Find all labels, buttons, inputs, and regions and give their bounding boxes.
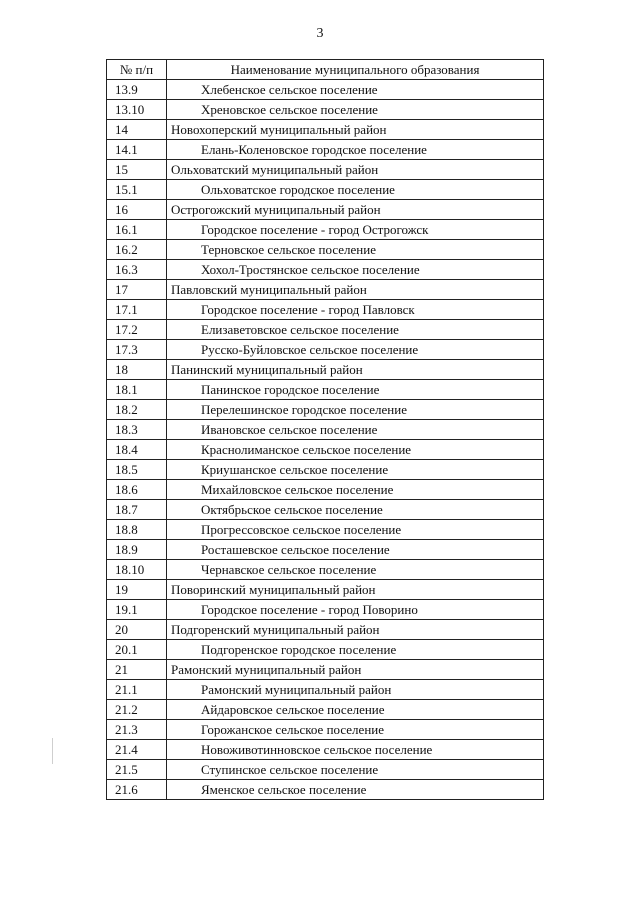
table-row xyxy=(107,180,544,200)
settlement-name: Ивановское сельское поселение xyxy=(167,420,544,440)
settlement-name: Айдаровское сельское поселение xyxy=(167,700,544,720)
settlement-name: Елань-Коленовское городское поселение xyxy=(167,140,544,160)
row-number: 15.1 xyxy=(107,180,167,200)
table-row xyxy=(107,760,544,780)
settlement-name: Панинское городское поселение xyxy=(167,380,544,400)
row-number: 17.2 xyxy=(107,320,167,340)
table-row xyxy=(107,400,544,420)
row-number: 18.4 xyxy=(107,440,167,460)
table-row xyxy=(107,700,544,720)
settlement-name: Городское поселение - город Павловск xyxy=(167,300,544,320)
settlement-name: Перелешинское городское поселение xyxy=(167,400,544,420)
settlement-name: Росташевское сельское поселение xyxy=(167,540,544,560)
scan-margin-mark xyxy=(52,738,53,764)
row-number: 13.9 xyxy=(107,80,167,100)
row-number: 14 xyxy=(107,120,167,140)
row-number: 18 xyxy=(107,360,167,380)
settlement-name: Подгоренское городское поселение xyxy=(167,640,544,660)
row-number: 21.1 xyxy=(107,680,167,700)
table-row xyxy=(107,280,544,300)
district-name: Острогожский муниципальный район xyxy=(167,200,544,220)
row-number: 21.6 xyxy=(107,780,167,800)
settlement-name: Краснолиманское сельское поселение xyxy=(167,440,544,460)
table-row xyxy=(107,100,544,120)
district-name: Поворинский муниципальный район xyxy=(167,580,544,600)
settlement-name: Чернавское сельское поселение xyxy=(167,560,544,580)
table-row xyxy=(107,680,544,700)
settlement-name: Новоживотинновское сельское поселение xyxy=(167,740,544,760)
settlement-name: Октябрьское сельское поселение xyxy=(167,500,544,520)
row-number: 17.1 xyxy=(107,300,167,320)
table-row xyxy=(107,160,544,180)
table-row xyxy=(107,780,544,800)
table-row xyxy=(107,740,544,760)
row-number: 21.3 xyxy=(107,720,167,740)
settlement-name: Горожанское сельское поселение xyxy=(167,720,544,740)
row-number: 19 xyxy=(107,580,167,600)
table-row xyxy=(107,720,544,740)
row-number: 17 xyxy=(107,280,167,300)
row-number: 20.1 xyxy=(107,640,167,660)
settlement-name: Хохол-Тростянское сельское поселение xyxy=(167,260,544,280)
table-row xyxy=(107,580,544,600)
row-number: 18.6 xyxy=(107,480,167,500)
table-row xyxy=(107,660,544,680)
table-row xyxy=(107,540,544,560)
column-header-name: Наименование муниципального образования xyxy=(167,60,544,80)
row-number: 13.10 xyxy=(107,100,167,120)
row-number: 21 xyxy=(107,660,167,680)
row-number: 21.4 xyxy=(107,740,167,760)
table-row xyxy=(107,520,544,540)
table-row xyxy=(107,380,544,400)
row-number: 18.9 xyxy=(107,540,167,560)
table-row xyxy=(107,460,544,480)
row-number: 15 xyxy=(107,160,167,180)
table-row xyxy=(107,620,544,640)
table-body xyxy=(107,80,544,800)
table-row xyxy=(107,120,544,140)
page-number: 3 xyxy=(316,26,324,41)
district-name: Рамонский муниципальный район xyxy=(167,660,544,680)
row-number: 16 xyxy=(107,200,167,220)
table-row xyxy=(107,640,544,660)
row-number: 18.3 xyxy=(107,420,167,440)
table-row xyxy=(107,360,544,380)
district-name: Ольховатский муниципальный район xyxy=(167,160,544,180)
settlement-name: Прогрессовское сельское поселение xyxy=(167,520,544,540)
settlement-name: Городское поселение - город Поворино xyxy=(167,600,544,620)
row-number: 18.10 xyxy=(107,560,167,580)
settlement-name: Городское поселение - город Острогожск xyxy=(167,220,544,240)
settlement-name: Михайловское сельское поселение xyxy=(167,480,544,500)
settlement-name: Криушанское сельское поселение xyxy=(167,460,544,480)
table-row xyxy=(107,560,544,580)
row-number: 18.1 xyxy=(107,380,167,400)
table-row xyxy=(107,300,544,320)
settlement-name: Рамонский муниципальный район xyxy=(167,680,544,700)
district-name: Подгоренский муниципальный район xyxy=(167,620,544,640)
table-row xyxy=(107,480,544,500)
row-number: 18.8 xyxy=(107,520,167,540)
settlement-name: Терновское сельское поселение xyxy=(167,240,544,260)
row-number: 21.2 xyxy=(107,700,167,720)
district-name: Панинский муниципальный район xyxy=(167,360,544,380)
table-row xyxy=(107,140,544,160)
row-number: 18.7 xyxy=(107,500,167,520)
row-number: 14.1 xyxy=(107,140,167,160)
row-number: 18.2 xyxy=(107,400,167,420)
table-row xyxy=(107,200,544,220)
table-row xyxy=(107,260,544,280)
table-row xyxy=(107,340,544,360)
row-number: 17.3 xyxy=(107,340,167,360)
settlement-name: Хреновское сельское поселение xyxy=(167,100,544,120)
municipalities-table xyxy=(106,59,544,800)
row-number: 16.1 xyxy=(107,220,167,240)
row-number: 16.2 xyxy=(107,240,167,260)
row-number: 18.5 xyxy=(107,460,167,480)
row-number: 19.1 xyxy=(107,600,167,620)
row-number: 16.3 xyxy=(107,260,167,280)
table-row xyxy=(107,240,544,260)
settlement-name: Яменское сельское поселение xyxy=(167,780,544,800)
settlement-name: Ольховатское городское поселение xyxy=(167,180,544,200)
table-row xyxy=(107,420,544,440)
row-number: 20 xyxy=(107,620,167,640)
column-header-number: № п/п xyxy=(107,60,167,80)
district-name: Павловский муниципальный район xyxy=(167,280,544,300)
settlement-name: Русско-Буйловское сельское поселение xyxy=(167,340,544,360)
table-row xyxy=(107,440,544,460)
table-row xyxy=(107,320,544,340)
district-name: Новохоперский муниципальный район xyxy=(167,120,544,140)
table-row xyxy=(107,500,544,520)
table-row xyxy=(107,220,544,240)
settlement-name: Ступинское сельское поселение xyxy=(167,760,544,780)
table-header-row xyxy=(107,60,544,80)
settlement-name: Елизаветовское сельское поселение xyxy=(167,320,544,340)
table-row xyxy=(107,80,544,100)
settlement-name: Хлебенское сельское поселение xyxy=(167,80,544,100)
row-number: 21.5 xyxy=(107,760,167,780)
table-row xyxy=(107,600,544,620)
